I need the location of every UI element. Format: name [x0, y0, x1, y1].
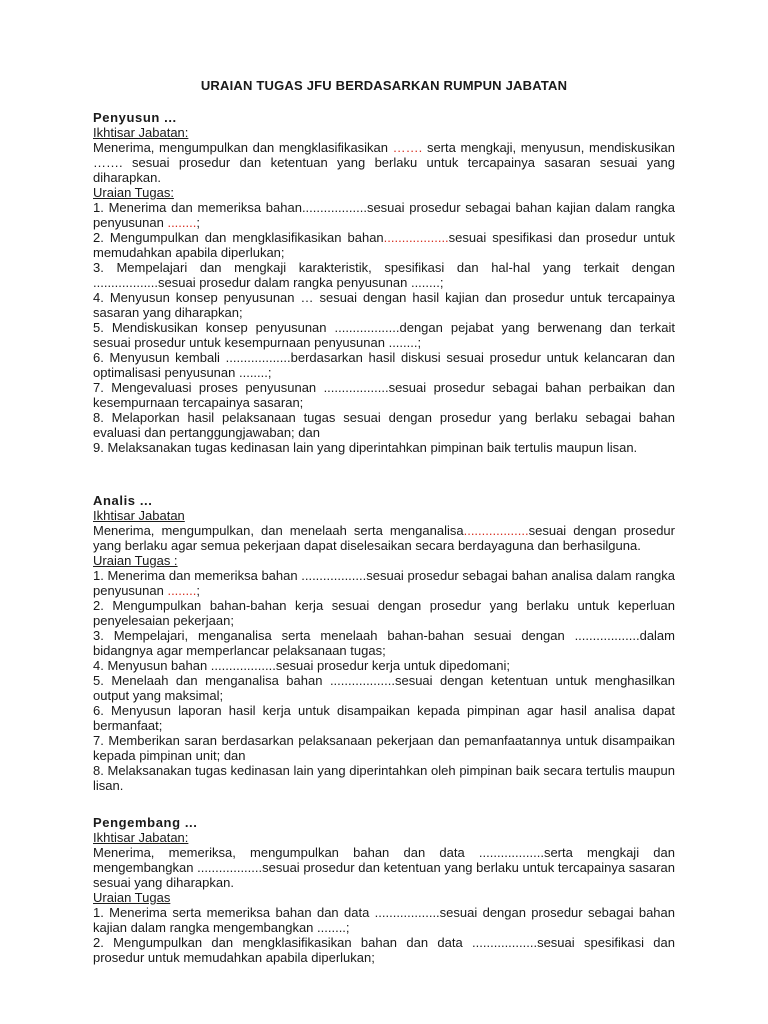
ikhtisar-label: Ikhtisar Jabatan: [93, 830, 189, 845]
list-item: 3. Mempelajari, menganalisa serta menelaah bahan-bahan sesuai dengan ..................dalam bidangnya agar memperlancar pelaksanaan tugas; [93, 628, 675, 658]
list-item: 7. Mengevaluasi proses penyusunan ..................sesuai prosedur sebagai bahan perbaikan dan kesempurnaan tercapainya sasaran; [93, 380, 675, 410]
list-item: 6. Menyusun laporan hasil kerja untuk disampaikan kepada pimpinan agar hasil analisa dapat bermanfaat; [93, 703, 675, 733]
list-item: 1. Menerima serta memeriksa bahan dan data ..................sesuai dengan prosedur sebagai bahan kajian dalam rangka mengembangkan ........; [93, 905, 675, 935]
section-analis [93, 493, 675, 793]
section-pengembang [93, 815, 675, 965]
ikhtisar-text: Menerima, mengumpulkan dan mengklasifikasikan ……. serta mengkaji, menyusun, mendiskusikan ……. sesuai prosedur dan ketentuan yang berlaku untuk tercapainya sasaran sesuai yang diharapkan. [93, 140, 675, 185]
list-item: 2. Mengumpulkan bahan-bahan kerja sesuai dengan prosedur yang berlaku untuk keperluan penyelesaian pekerjaan; [93, 598, 675, 628]
ikhtisar-text: Menerima, mengumpulkan, dan menelaah serta menganalisa..................sesuai dengan prosedur yang berlaku agar semua pekerjaan dapat diselesaikan secara berdayaguna dan berhasilguna. [93, 523, 675, 553]
list-item: 4. Menyusun konsep penyusunan … sesuai dengan hasil kajian dan prosedur untuk tercapainya sasaran yang diharapkan; [93, 290, 675, 320]
section-heading: Analis ... [93, 493, 153, 508]
list-item: 7. Memberikan saran berdasarkan pelaksanaan pekerjaan dan pemanfaatannya untuk disampaikan kepada pimpinan unit; dan [93, 733, 675, 763]
ikhtisar-label: Ikhtisar Jabatan [93, 508, 185, 523]
ikhtisar-text: Menerima, memeriksa, mengumpulkan bahan dan data ..................serta mengkaji dan mengembangkan ..................sesuai prosedur dan ketentuan yang berlaku untuk tercapainya sasaran sesuai yang diharapkan. [93, 845, 675, 890]
list-item: 4. Menyusun bahan ..................sesuai prosedur kerja untuk dipedomani; [93, 658, 510, 673]
uraian-label: Uraian Tugas : [93, 553, 178, 568]
section-heading: Penyusun ... [93, 110, 177, 125]
ikhtisar-label: Ikhtisar Jabatan: [93, 125, 189, 140]
list-item: 8. Melaksanakan tugas kedinasan lain yang diperintahkan oleh pimpinan baik secara tertulis maupun lisan. [93, 763, 675, 793]
list-item: 6. Menyusun kembali ..................berdasarkan hasil diskusi sesuai prosedur untuk kelancaran dan optimalisasi penyusunan ........; [93, 350, 675, 380]
list-item: 5. Menelaah dan menganalisa bahan ..................sesuai dengan ketentuan untuk menghasilkan output yang maksimal; [93, 673, 675, 703]
uraian-label: Uraian Tugas [93, 890, 171, 905]
list-item: 1. Menerima dan memeriksa bahan..................sesuai prosedur sebagai bahan kajian dalam rangka penyusunan ........; [93, 200, 675, 230]
uraian-label: Uraian Tugas: [93, 185, 174, 200]
section-penyusun [93, 110, 675, 455]
list-item: 9. Melaksanakan tugas kedinasan lain yang diperintahkan pimpinan baik tertulis maupun lisan. [93, 440, 638, 455]
list-item: 1. Menerima dan memeriksa bahan ..................sesuai prosedur sebagai bahan analisa dalam rangka penyusunan ........; [93, 568, 675, 598]
list-item: 8. Melaporkan hasil pelaksanaan tugas sesuai dengan prosedur yang berlaku sebagai bahan evaluasi dan pertanggungjawaban; dan [93, 410, 675, 440]
section-heading: Pengembang ... [93, 815, 198, 830]
list-item: 2. Mengumpulkan dan mengklasifikasikan bahan dan data ..................sesuai spesifikasi dan prosedur untuk memudahkan apabila diperlukan; [93, 935, 675, 965]
document-title: URAIAN TUGAS JFU BERDASARKAN RUMPUN JABATAN [200, 78, 568, 93]
list-item: 2. Mengumpulkan dan mengklasifikasikan bahan..................sesuai spesifikasi dan prosedur untuk memudahkan apabila diperlukan; [93, 230, 675, 260]
list-item: 3. Mempelajari dan mengkaji karakteristik, spesifikasi dan hal-hal yang terkait dengan ..................sesuai prosedur dalam rangka penyusunan ........; [93, 260, 675, 290]
list-item: 5. Mendiskusikan konsep penyusunan ..................dengan pejabat yang berwenang dan terkait sesuai prosedur untuk kesempurnaan penyusunan ........; [93, 320, 675, 350]
